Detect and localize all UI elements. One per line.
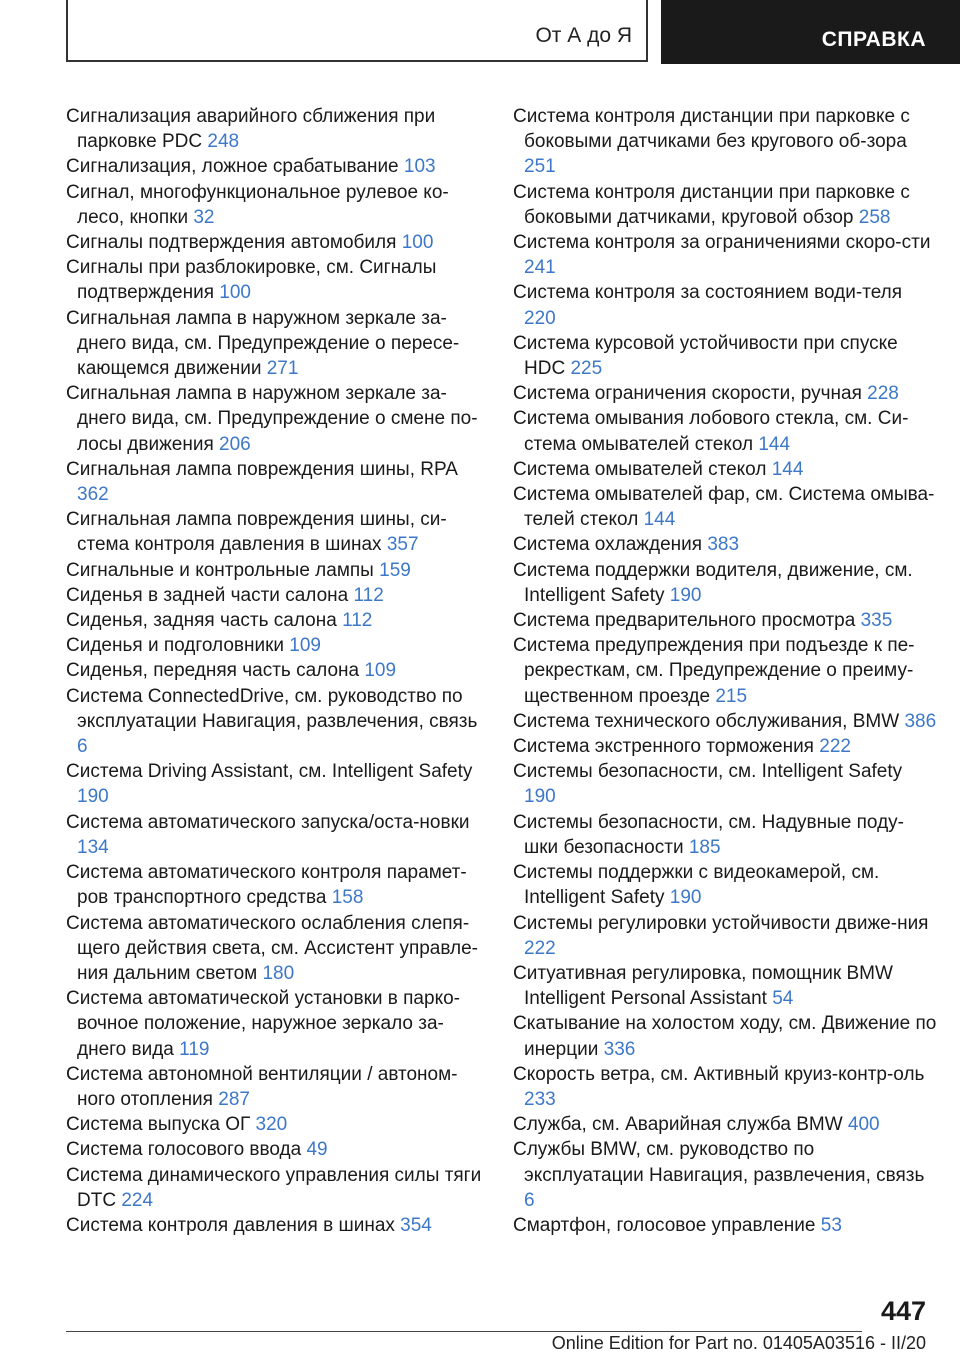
- index-entry-text: Система экстренного торможения: [513, 736, 820, 758]
- index-entry-text: Система Driving Assistant, см. Intelligent Safety: [66, 761, 473, 783]
- index-entry: [66, 306, 486, 382]
- index-entry-text: Смартфон, голосовое управление: [513, 1214, 821, 1236]
- index-entry: [513, 1137, 938, 1213]
- index-entry: [513, 734, 938, 759]
- index-entry: [513, 230, 938, 280]
- index-entry-text: Система контроля давления в шинах: [66, 1214, 401, 1236]
- index-entry-text: Система контроля за состоянием води-теля: [513, 282, 903, 304]
- index-page-link[interactable]: 225: [570, 358, 603, 380]
- index-entry-text: Скатывание на холостом ходу, см. Движение по инерции: [513, 1013, 937, 1060]
- index-entry-text: Система ConnectedDrive, см. руководство по эксплуатации Навигация, развлечения, связь: [66, 685, 478, 732]
- index-entry: [66, 154, 486, 179]
- index-entry: [513, 482, 938, 532]
- index-page-link[interactable]: 112: [342, 610, 373, 632]
- index-page-link[interactable]: 144: [771, 458, 804, 480]
- index-entry-text: Сигнализация, ложное срабатывание: [66, 156, 404, 178]
- index-entry: [513, 709, 938, 734]
- index-page-link[interactable]: 100: [401, 232, 434, 254]
- index-entry-text: Система контроля за ограничениями скоро-сти: [513, 232, 931, 254]
- index-page-link[interactable]: 100: [219, 282, 251, 304]
- index-entry: [66, 1062, 486, 1112]
- index-entry: [66, 583, 486, 608]
- index-entry-text: Сиденья, задняя часть салона: [66, 610, 343, 632]
- index-page-link[interactable]: 49: [306, 1139, 328, 1161]
- index-entry: [513, 1011, 938, 1061]
- index-entry: [513, 406, 938, 456]
- header-section-title: От А до Я: [535, 24, 632, 47]
- index-page-link[interactable]: 383: [707, 534, 740, 556]
- index-entry-text: Система динамического управления силы тяги DTC: [66, 1164, 482, 1211]
- index-entry-text: Система курсовой устойчивости при спуске HDC: [513, 332, 898, 380]
- index-entry: [513, 1112, 938, 1137]
- index-entry-text: Сигнальная лампа в наружном зеркале за-днего вида, см. Предупреждение о пересе-кающемся движении: [66, 307, 460, 380]
- index-entry: [66, 180, 486, 230]
- index-page-link[interactable]: 32: [193, 206, 215, 228]
- index-entry: [513, 331, 938, 381]
- index-page-link[interactable]: 258: [858, 206, 891, 228]
- index-page-link[interactable]: 222: [524, 937, 556, 959]
- index-entry: [513, 1213, 938, 1238]
- index-page-link[interactable]: 109: [364, 660, 397, 682]
- index-entry: [66, 658, 486, 683]
- index-page-link[interactable]: 320: [255, 1114, 288, 1136]
- index-page-link[interactable]: 109: [289, 635, 321, 657]
- index-page-link[interactable]: 220: [524, 307, 556, 329]
- index-page-link[interactable]: 271: [266, 358, 299, 380]
- index-entry: [66, 608, 486, 633]
- header-section-tab: [66, 0, 648, 62]
- index-entry: [513, 961, 938, 1011]
- index-entry: [66, 684, 486, 760]
- index-entry-text: Система автоматического ослабления слепя-щего действия света, см. Ассистент управле-ния дальним светом: [66, 912, 479, 984]
- index-entry: [66, 255, 486, 305]
- index-entry: [66, 457, 486, 507]
- index-page-link[interactable]: 190: [77, 786, 109, 808]
- index-entry-text: Системы регулировки устойчивости движе-ния: [513, 912, 929, 934]
- index-page-link[interactable]: 206: [219, 433, 251, 455]
- page-number: 447: [880, 1296, 926, 1326]
- index-page-link[interactable]: 336: [603, 1038, 636, 1060]
- index-page-link[interactable]: 144: [643, 509, 676, 531]
- header-chapter-tab: [661, 0, 960, 64]
- index-page-link[interactable]: 158: [331, 887, 364, 909]
- footer-edition: Online Edition for Part no. 01405A03516 - II/20: [551, 1333, 926, 1353]
- index-entry-text: Сиденья и подголовники: [66, 635, 290, 657]
- index-entry-text: Системы безопасности, см. Intelligent Safety: [513, 761, 903, 783]
- index-entry: [513, 532, 938, 557]
- index-entry: [513, 180, 938, 230]
- index-entry-text: Сигнал, многофункциональное рулевое ко-лесо, кнопки: [66, 181, 449, 228]
- index-page-link[interactable]: 190: [669, 584, 702, 606]
- index-entry: [513, 810, 938, 860]
- index-entry: [66, 1112, 486, 1137]
- index-entry: [66, 104, 486, 154]
- index-entry: [513, 381, 938, 406]
- index-entry-text: Система омывателей фар, см. Система омыва-телей стекол: [513, 484, 935, 531]
- index-entry: [66, 230, 486, 255]
- index-entry-text: Система поддержки водителя, движение, см. Intelligent Safety: [513, 559, 913, 606]
- index-entry-text: Система предварительного просмотра: [513, 610, 861, 632]
- index-entry: [66, 507, 486, 557]
- index-entry: [513, 911, 938, 961]
- index-entry: [513, 860, 938, 910]
- index-entry: [513, 608, 938, 633]
- index-page-link[interactable]: 228: [867, 383, 899, 405]
- index-entry: [513, 1062, 938, 1112]
- index-page-link[interactable]: 362: [77, 484, 109, 506]
- index-entry: [66, 986, 486, 1062]
- footer-divider: [66, 1331, 862, 1332]
- index-entry-text: Сигналы подтверждения автомобиля: [66, 232, 402, 254]
- index-page-link[interactable]: 386: [904, 710, 937, 732]
- index-entry-text: Сигнальные и контрольные лампы: [66, 559, 380, 581]
- index-page-link[interactable]: 6: [77, 736, 88, 758]
- index-page-link[interactable]: 112: [353, 584, 384, 606]
- index-entry: [513, 457, 938, 482]
- index-page-link[interactable]: 6: [524, 1189, 535, 1211]
- index-entry-text: Система автоматического запуска/оста-новки: [66, 811, 470, 833]
- index-entry: [66, 759, 486, 809]
- index-page-link[interactable]: 190: [669, 887, 702, 909]
- index-page-link[interactable]: 287: [218, 1088, 250, 1110]
- index-entry: [513, 759, 938, 809]
- index-entry: [66, 860, 486, 910]
- index-page-link[interactable]: 400: [847, 1114, 880, 1136]
- index-page-link[interactable]: 54: [772, 988, 794, 1010]
- index-column-right: [513, 104, 938, 1238]
- index-entry-text: Система выпуска ОГ: [66, 1114, 256, 1136]
- index-entry-text: Системы безопасности, см. Надувные поду-шки безопасности: [513, 811, 904, 858]
- index-entry-text: Сигнальная лампа в наружном зеркале за-днего вида, см. Предупреждение о смене по-лосы движения: [66, 383, 478, 455]
- index-page-link[interactable]: 251: [524, 156, 556, 178]
- index-entry: [513, 280, 938, 330]
- index-entry-text: Сигнализация аварийного сближения при парковке PDC: [66, 106, 436, 153]
- index-entry-text: Системы поддержки с видеокамерой, см. Intelligent Safety: [513, 862, 880, 909]
- index-page-link[interactable]: 134: [77, 836, 109, 858]
- index-entry-text: Система охлаждения: [513, 534, 708, 556]
- index-page-link[interactable]: 224: [121, 1189, 154, 1211]
- index-entry-text: Сиденья, передняя часть салона: [66, 660, 365, 682]
- header-chapter-title: СПРАВКА: [821, 28, 926, 51]
- index-page-link[interactable]: 241: [524, 257, 556, 279]
- index-entry: [66, 381, 486, 457]
- index-entry-text: Система контроля дистанции при парковке с боковыми датчиками без кругового об-зора: [513, 106, 910, 153]
- index-page-link[interactable]: 185: [688, 836, 721, 858]
- index-page-link[interactable]: 233: [524, 1088, 556, 1110]
- index-entry-text: Система автономной вентиляции / автоном-ного отопления: [66, 1063, 458, 1110]
- index-page-link[interactable]: 119: [179, 1038, 210, 1060]
- index-page-link[interactable]: 180: [262, 962, 295, 984]
- index-page-link[interactable]: 159: [379, 559, 411, 581]
- index-column-left: [66, 104, 486, 1238]
- index-page-link[interactable]: 215: [715, 685, 748, 707]
- index-page-link[interactable]: 144: [758, 433, 791, 455]
- index-entry: [66, 1213, 486, 1238]
- index-entry-text: Сиденья в задней части салона: [66, 584, 354, 606]
- index-page-link[interactable]: 222: [819, 736, 851, 758]
- index-entry: [66, 1163, 486, 1213]
- index-page-link[interactable]: 354: [400, 1214, 432, 1236]
- index-page-link[interactable]: 103: [403, 156, 436, 178]
- index-entry-text: Система технического обслуживания, BMW: [513, 710, 905, 732]
- index-entry: [66, 911, 486, 987]
- index-entry-text: Система омывателей стекол: [513, 458, 772, 480]
- index-entry-text: Скорость ветра, см. Активный круиз-контр-оль: [513, 1063, 925, 1085]
- index-entry-text: Система автоматического контроля парамет-ров транспортного средства: [66, 862, 467, 909]
- index-page-link[interactable]: 190: [524, 786, 556, 808]
- index-entry: [513, 633, 938, 709]
- index-entry-text: Система омывания лобового стекла, см. Си-стема омывателей стекол: [513, 408, 909, 455]
- index-entry-text: Сигнальная лампа повреждения шины, си-стема контроля давления в шинах: [66, 509, 447, 556]
- index-entry: [66, 810, 486, 860]
- index-entry: [66, 633, 486, 658]
- index-entry-text: Система ограничения скорости, ручная: [513, 383, 868, 405]
- index-entry-text: Система предупреждения при подъезде к пе-рекресткам, см. Предупреждение о преиму-щественном проезде: [513, 635, 915, 707]
- index-entry: [66, 558, 486, 583]
- index-entry-text: Сигнальная лампа повреждения шины, RPA: [66, 458, 457, 480]
- index-entry-text: Система голосового ввода: [66, 1139, 307, 1161]
- index-entry: [513, 104, 938, 180]
- index-entry: [513, 558, 938, 608]
- index-entry: [66, 1137, 486, 1162]
- index-entry-text: Система контроля дистанции при парковке с боковыми датчиками, круговой обзор: [513, 181, 910, 228]
- index-page-link[interactable]: 53: [820, 1214, 842, 1236]
- index-entry-text: Ситуативная регулировка, помощник BMW Intelligent Personal Assistant: [513, 962, 893, 1010]
- index-page-link[interactable]: 248: [207, 131, 240, 153]
- index-entry-text: Служба, см. Аварийная служба BMW: [513, 1114, 848, 1136]
- index-entry-text: Система автоматической установки в парко-вочное положение, наружное зеркало за-днего вида: [66, 988, 460, 1060]
- index-page-link[interactable]: 357: [386, 534, 419, 556]
- index-page-link[interactable]: 335: [860, 610, 893, 632]
- index-entry-text: Службы BMW, см. руководство по эксплуатации Навигация, развлечения, связь: [513, 1139, 925, 1186]
- index-entry-text: Сигналы при разблокировке, см. Сигналы подтверждения: [66, 257, 437, 304]
